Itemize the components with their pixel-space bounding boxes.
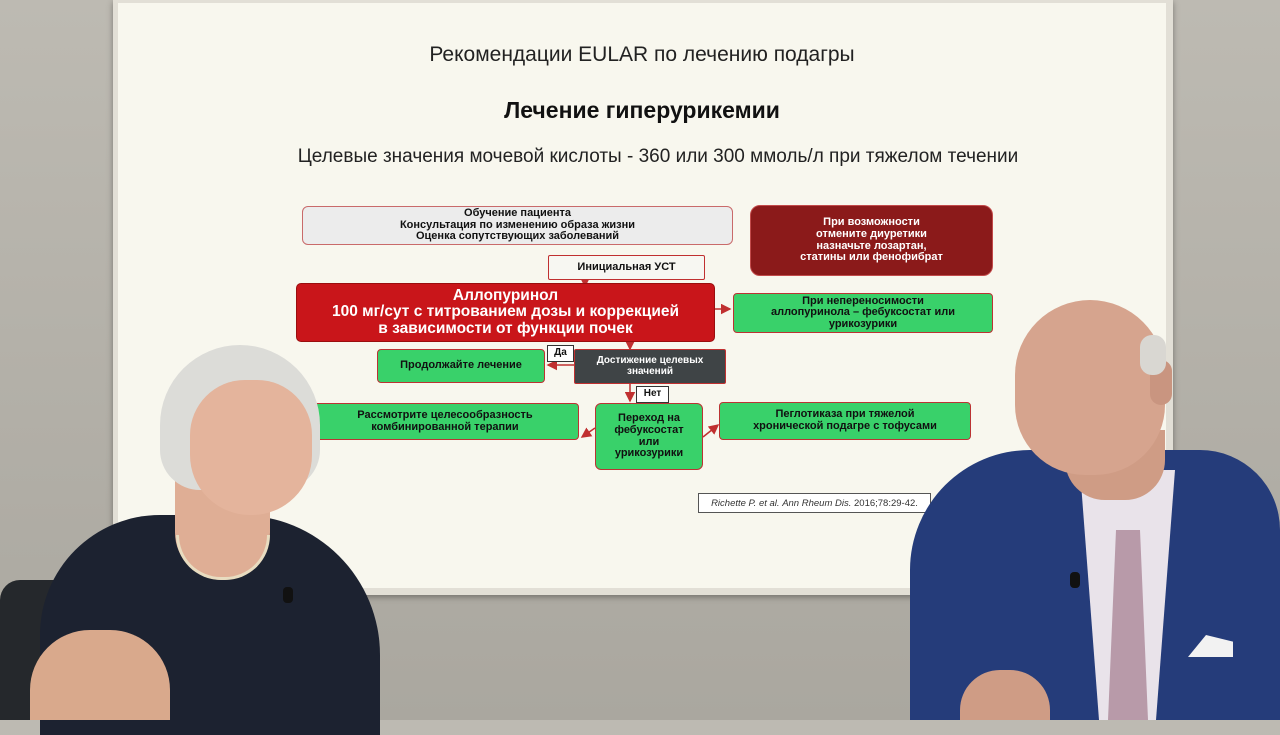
diuretics-line-1: При возможности <box>823 216 920 229</box>
switch-line-3: или <box>638 435 660 448</box>
intolerance-line-1: При непереносимости <box>802 294 924 307</box>
education-line-1: Обучение пациента <box>464 207 571 220</box>
man-hair <box>1140 335 1166 375</box>
woman-face <box>190 380 312 515</box>
microphone <box>1070 572 1080 588</box>
switch-line-2: фебуксостат <box>614 423 684 436</box>
allopurinol-line-1: Аллопуринол <box>452 287 559 305</box>
allopurinol-line-3: в зависимости от функции почек <box>378 319 633 337</box>
yes-label: Да <box>547 345 574 362</box>
switch-line-1: Переход на <box>618 412 680 425</box>
man-head <box>1015 300 1165 475</box>
diuretics-line-4: статины или фенофибрат <box>800 251 943 264</box>
combination-line-1: Рассмотрите целесообразность <box>357 408 533 421</box>
goal-reached-box <box>574 349 726 384</box>
woman-arm <box>30 630 170 720</box>
intolerance-line-2: аллопуринола – фебуксостат или <box>770 306 956 319</box>
pegloticase-line-2: хронической подагре с тофусами <box>753 420 937 432</box>
diuretics-box <box>750 205 993 276</box>
pegloticase-line-1: Пеглотиказа при тяжелой <box>775 408 915 421</box>
education-line-2: Консультация по изменению образа жизни <box>399 218 636 231</box>
microphone <box>283 587 293 603</box>
slide-subtitle: Лечение гиперурикемии <box>504 97 780 123</box>
arrow-switch-to-pegloticase <box>703 425 718 437</box>
continue-treatment-box: Продолжайте лечение <box>377 349 545 383</box>
citation-journal: Ann Rheum Dis. <box>782 497 852 509</box>
man-presenter <box>870 300 1280 720</box>
initial-therapy-box: Инициальная УСТ <box>548 255 705 280</box>
diuretics-line-3: назначьте лозартан, <box>816 239 927 252</box>
citation-authors: Richette P. et al. <box>711 497 780 509</box>
allopurinol-line-2: 100 мг/сут с титрованием дозы и коррекцией <box>331 303 680 321</box>
goal-line-1: Достижение целевых <box>596 355 704 366</box>
woman-presenter <box>0 330 400 720</box>
citation-details: 2016;78:29-42. <box>854 497 918 509</box>
education-box <box>302 206 733 245</box>
target-values-text: Целевые значения мочевой кислоты - 360 или 300 ммоль/л при тяжелом течении <box>297 146 1019 167</box>
switch-therapy-box <box>595 403 703 470</box>
diuretics-line-2: отмените диуретики <box>816 227 927 240</box>
arrow-switch-to-combination <box>582 428 595 437</box>
switch-line-4: урикозурики <box>614 447 684 460</box>
intolerance-line-3: урикозурики <box>828 317 898 330</box>
combination-line-2: комбинированной терапии <box>371 420 519 433</box>
no-label: Нет <box>636 386 669 403</box>
education-line-3: Оценка сопутствующих заболеваний <box>415 230 619 243</box>
slide-title: Рекомендации EULAR по лечению подагры <box>429 43 855 66</box>
goal-line-2: значений <box>626 365 674 377</box>
